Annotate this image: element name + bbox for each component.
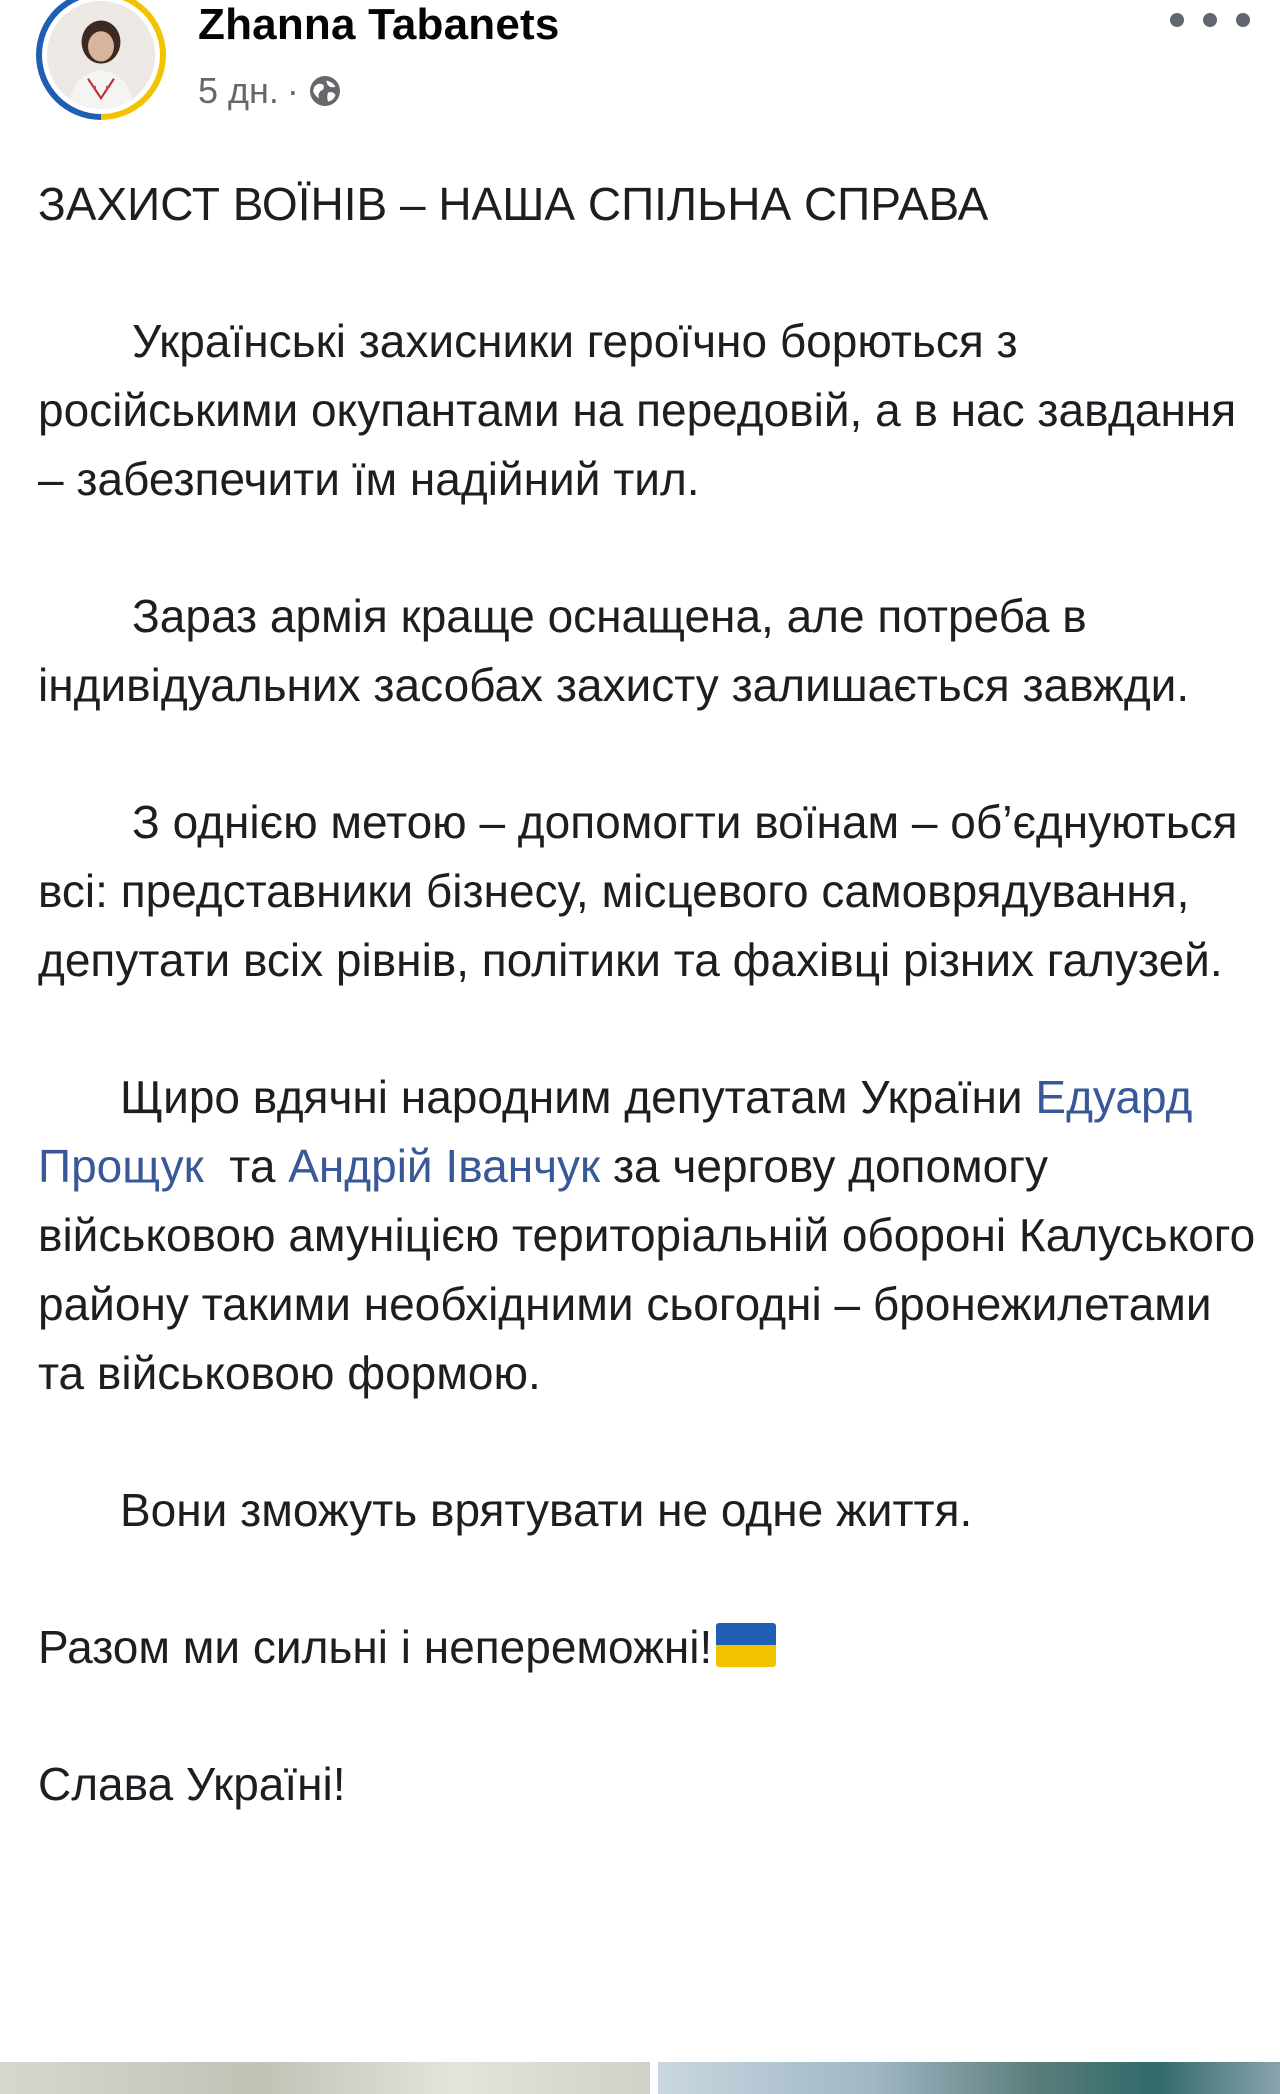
dot-3	[1236, 13, 1250, 27]
paragraph-4-end: за чергову допомогу військовою амуніцією територіальній обороні Калуського району такими необхідними сьогодні – бронежилетами та військовою формою.	[38, 1140, 1256, 1399]
paragraph-4-start: Щиро вдячні народним депутатам України	[120, 1071, 1036, 1123]
avatar-frame	[42, 0, 160, 114]
paragraph-4	[38, 1063, 1268, 1408]
more-options-icon[interactable]	[1170, 0, 1250, 40]
mention-link-2[interactable]: Андрій Іванчук	[288, 1140, 601, 1192]
avatar-photo	[47, 1, 155, 109]
attached-photo-2[interactable]	[658, 2062, 1280, 2094]
meta-separator: ·	[286, 70, 299, 111]
paragraph-5-text: Вони зможуть врятувати не одне життя.	[120, 1484, 973, 1536]
post-headline: ЗАХИСТ ВОЇНІВ – НАША СПІЛЬНА СПРАВА	[38, 178, 989, 230]
paragraph-1-text: Українські захисники героїчно борються з російськими окупантами на передовій, а в нас завдання – забезпечити їм надійний тил.	[38, 315, 1237, 505]
paragraph-3	[38, 788, 1268, 995]
paragraph-6-text: Разом ми сильні і непереможні!	[38, 1621, 713, 1673]
post-body	[38, 170, 1268, 1887]
person-silhouette-icon	[47, 1, 155, 109]
mention-link-1[interactable]: Едуард Прощук	[38, 1071, 1193, 1192]
author-name-link[interactable]: Zhanna Tabanets	[198, 0, 560, 49]
paragraph-7-text: Слава Україні!	[38, 1758, 346, 1810]
attached-photo-1[interactable]	[0, 2062, 650, 2094]
ukraine-flag-icon	[716, 1623, 776, 1667]
author-avatar[interactable]	[36, 0, 166, 120]
post-header	[36, 0, 1266, 130]
paragraph-2	[38, 582, 1268, 720]
paragraph-6	[38, 1613, 1268, 1682]
post-meta	[198, 70, 343, 112]
paragraph-2-text: Зараз армія краще оснащена, але потреба в індивідуальних засобах захисту залишається завжди.	[38, 590, 1190, 711]
paragraph-1	[38, 307, 1268, 514]
dot-1	[1170, 13, 1184, 27]
dot-2	[1203, 13, 1217, 27]
paragraph-4-mid: та	[203, 1140, 289, 1192]
paragraph-3-text: З однією метою – допомогти воїнам – об’єднуються всі: представники бізнесу, місцевого самоврядування, депутати всіх рівнів, політики та фахівці різних галузей.	[38, 796, 1238, 986]
globe-icon[interactable]	[307, 73, 343, 109]
post-timestamp[interactable]: 5 дн.	[198, 70, 279, 111]
paragraph-7	[38, 1750, 1268, 1819]
paragraph-5	[38, 1476, 1268, 1545]
attached-photos	[0, 2062, 1280, 2094]
